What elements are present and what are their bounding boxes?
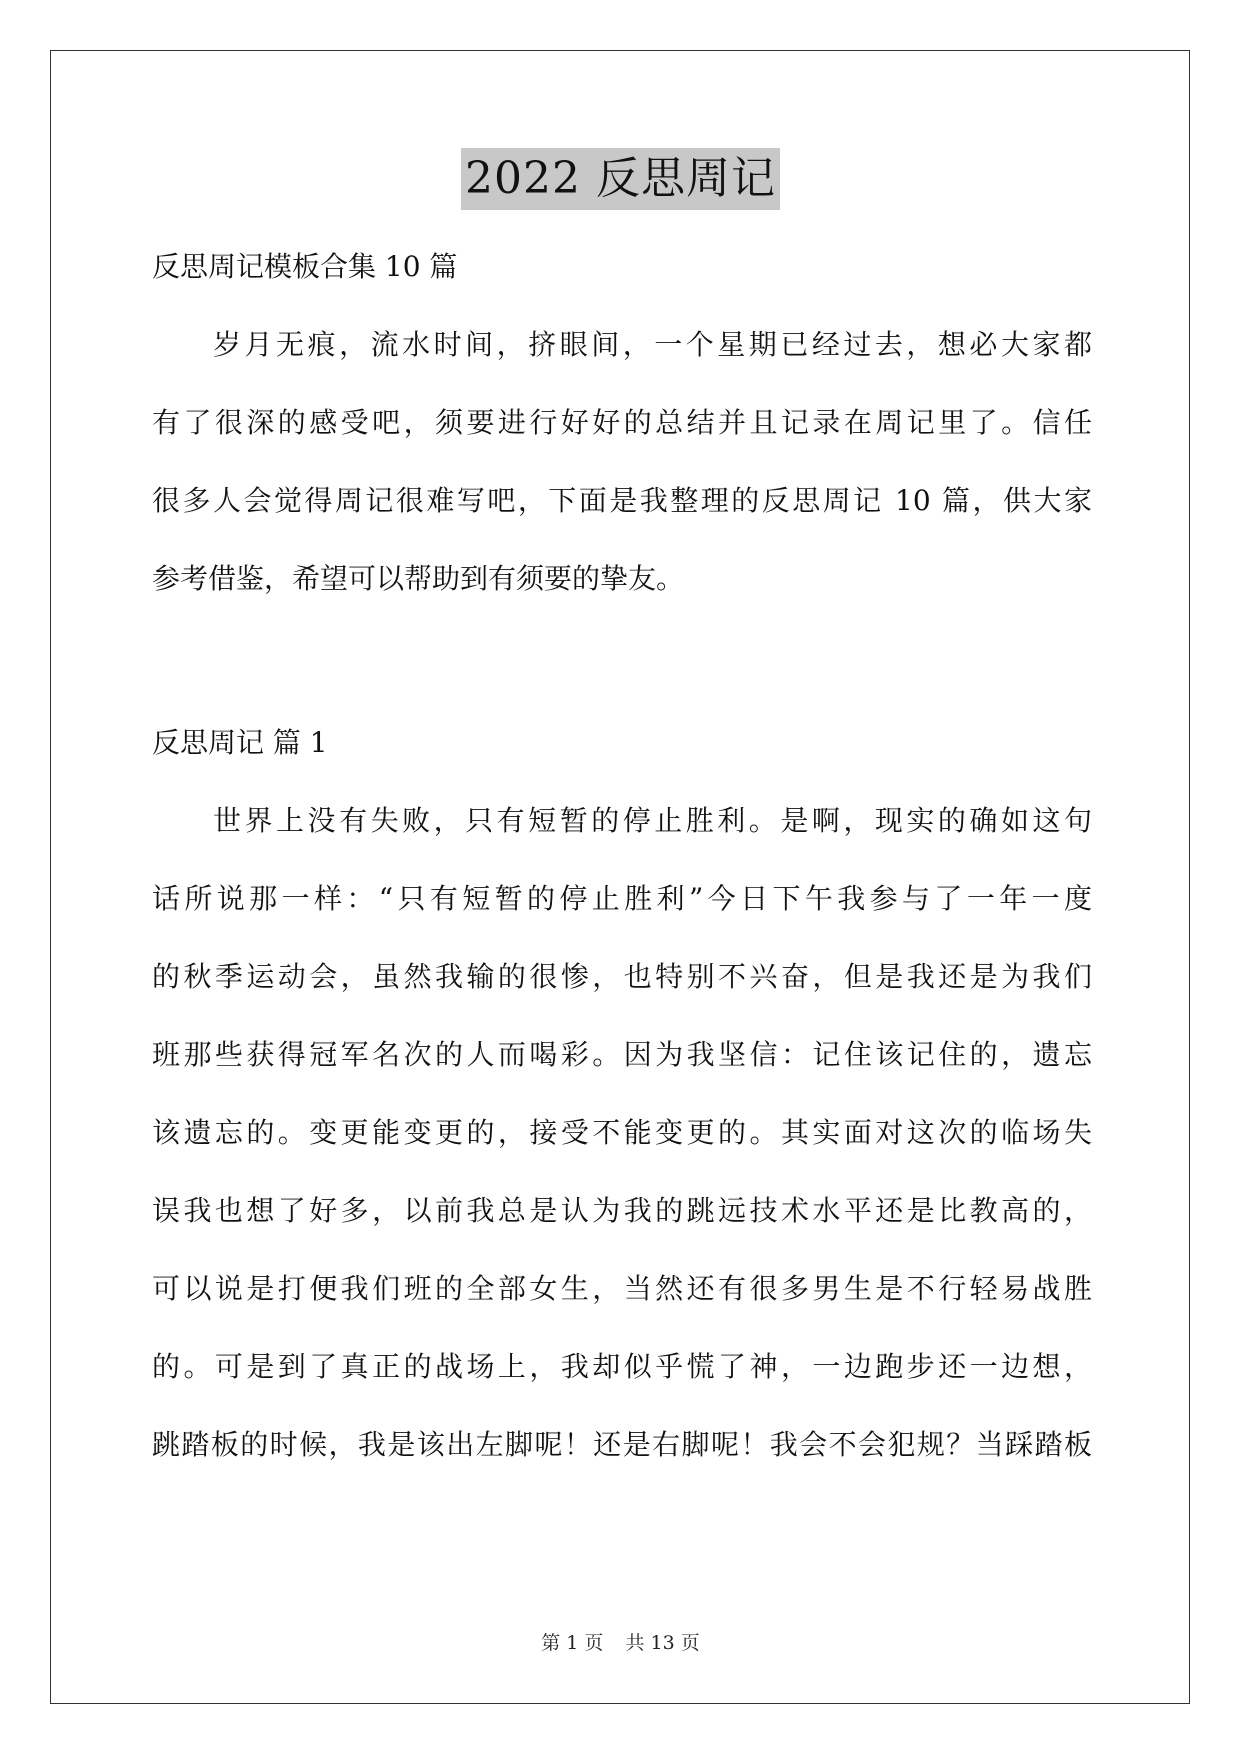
section-line: 跳踏板的时候，我是该出左脚呢！还是右脚呢！我会不会犯规？当踩踏板 [152,1428,1092,1461]
section-line: 世界上没有失败，只有短暂的停止胜利。是啊，现实的确如这句 [213,804,1092,837]
intro-line: 参考借鉴，希望可以帮助到有须要的挚友。 [152,562,685,595]
section-line: 的。可是到了真正的战场上，我却似乎慌了神，一边跑步还一边想， [152,1350,1092,1383]
section-line: 可以说是打便我们班的全部女生，当然还有很多男生是不行轻易战胜 [152,1272,1092,1305]
title-container [0,148,1241,210]
section-paragraph [152,782,1092,1484]
document-subtitle: 反思周记模板合集 10 篇 [152,250,458,283]
intro-line: 岁月无痕，流水时间，挤眼间，一个星期已经过去，想必大家都 [213,328,1092,361]
intro-line: 很多人会觉得周记很难写吧，下面是我整理的反思周记 10 篇，供大家 [152,484,1092,517]
intro-line: 有了很深的感受吧，须要进行好好的总结并且记录在周记里了。信任 [152,406,1092,439]
intro-paragraph [152,306,1092,618]
page-number: 第 1 页 [541,1632,604,1654]
document-title: 2022 反思周记 [461,148,780,210]
page-footer [0,1628,1241,1655]
paragraph-gap [152,618,1092,704]
section-line: 该遗忘的。变更能变更的，接受不能变更的。其实面对这次的临场失 [152,1116,1092,1149]
section-line: 话所说那一样：“只有短暂的停止胜利”今日下午我参与了一年一度 [152,882,1092,915]
section-line: 班那些获得冠军名次的人而喝彩。因为我坚信：记住该记住的，遗忘 [152,1038,1092,1071]
section-heading: 反思周记 篇 1 [152,726,328,759]
section-line: 的秋季运动会，虽然我输的很惨，也特别不兴奋，但是我还是为我们 [152,960,1092,993]
document-body [152,228,1092,1484]
section-line: 误我也想了好多，以前我总是认为我的跳远技术水平还是比教高的， [152,1194,1092,1227]
page-total: 共 13 页 [625,1632,700,1654]
